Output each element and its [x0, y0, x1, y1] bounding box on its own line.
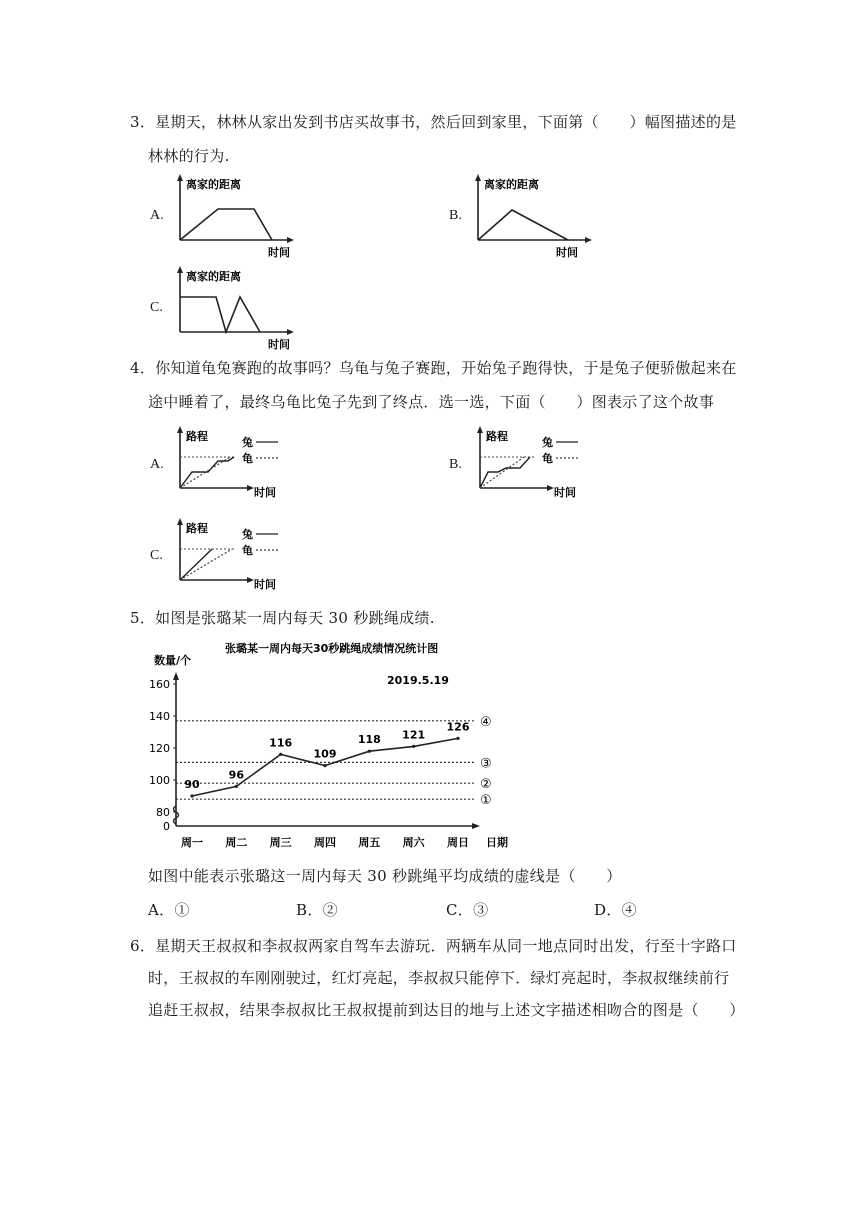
y-axis-label: 路程: [486, 430, 508, 443]
x-tick-label: 周一: [181, 836, 203, 849]
y-axis-label: 离家的距离: [186, 270, 241, 283]
x-tick-label: 周五: [358, 836, 381, 849]
x-tick-label: 周四: [314, 836, 336, 849]
q3-option-a-graph[interactable]: [170, 172, 300, 258]
x-arrow-icon: [585, 237, 592, 243]
q4-option-b-graph[interactable]: [472, 424, 584, 504]
data-label: 116: [269, 736, 293, 750]
x-arrow-icon: [247, 485, 254, 491]
y-tick-label: 160: [149, 678, 170, 691]
q5-choice-a[interactable]: [148, 900, 190, 920]
choice-value: ④: [621, 901, 637, 919]
q4-line2: 途中睡着了，最终乌龟比兔子先到了终点．选一选，下面（ ）图表示了这个故事: [148, 393, 715, 411]
legend-rabbit: 兔: [242, 436, 253, 449]
y-arrow-icon: [475, 174, 481, 181]
choice-label: D．: [594, 901, 622, 919]
data-point: [279, 753, 282, 756]
q5-question: 如图中能表示张璐这一周内每天 30 秒跳绳平均成绩的虚线是（ ）: [148, 867, 622, 885]
legend-turtle: 龟: [242, 544, 253, 557]
q6-line2: 时，王叔叔的车刚刚驶过，红灯亮起，李叔叔只能停下．绿灯亮起时，李叔叔继续前行: [148, 969, 730, 987]
q4-option-a-graph[interactable]: [172, 424, 284, 504]
choice-value: ①: [174, 901, 190, 919]
distance-line: [180, 209, 272, 240]
data-label: 118: [357, 733, 381, 747]
data-label: 90: [184, 778, 200, 791]
x-tick-label: 周二: [225, 836, 248, 849]
x-arrow-icon: [247, 577, 254, 583]
y-tick-label: 100: [149, 774, 170, 787]
y-arrow-icon: [477, 426, 483, 433]
x-arrow-icon: [547, 485, 554, 491]
reference-line-label: ③: [480, 756, 492, 772]
q3-option-b-label[interactable]: B.: [449, 208, 462, 223]
q6-number: 6．: [130, 937, 156, 955]
q5-line1: [130, 608, 435, 628]
x-axis-label: 时间: [268, 246, 290, 258]
choice-value: ③: [473, 901, 489, 919]
y-arrow-icon: [177, 426, 183, 433]
x-axis-label: 时间: [254, 578, 276, 591]
data-point: [368, 750, 371, 753]
data-label: 121: [402, 728, 426, 742]
x-tick-label: 周六: [402, 836, 425, 849]
data-label: 126: [446, 720, 470, 734]
chart-x-axis-label: 日期: [486, 836, 508, 849]
q6-stem: 星期天王叔叔和李叔叔两家自驾车去游玩．两辆车从同一地点同时出发，行至十字路口: [155, 937, 737, 955]
q4-line1: [130, 358, 737, 378]
x-axis-label: 时间: [556, 246, 578, 258]
x-arrow-icon: [287, 329, 294, 335]
legend-rabbit: 兔: [242, 528, 253, 541]
q4-option-b-label[interactable]: B.: [449, 457, 462, 472]
y-tick-label: 140: [149, 710, 170, 723]
q4-option-c-graph[interactable]: [172, 516, 284, 596]
x-axis-label: 时间: [268, 338, 290, 350]
data-point: [323, 764, 326, 767]
q3-option-c-graph[interactable]: [170, 264, 300, 350]
data-label: 109: [313, 747, 337, 761]
x-tick-label: 周日: [447, 836, 469, 849]
q5-choice-b[interactable]: [296, 900, 338, 920]
x-axis-label: 时间: [254, 486, 276, 499]
y-arrow-icon: [177, 174, 183, 181]
legend-rabbit: 兔: [542, 436, 553, 449]
y-tick-label: 0: [163, 820, 170, 833]
x-tick-label: 周三: [269, 836, 292, 849]
data-point: [412, 745, 415, 748]
chart-title: 张璐某一周内每天30秒跳绳成绩情况统计图: [225, 642, 439, 655]
choice-label: B．: [296, 901, 323, 919]
legend-turtle: 龟: [542, 452, 553, 465]
reference-line-label: ④: [480, 714, 492, 730]
y-axis-label: 离家的距离: [186, 178, 241, 191]
data-label: 96: [228, 768, 244, 782]
q3-line1: [130, 112, 737, 132]
y-axis-label: 路程: [186, 430, 208, 443]
q5-choice-c[interactable]: [446, 900, 488, 920]
distance-line: [478, 210, 568, 240]
data-point: [456, 737, 459, 740]
y-axis-label: 路程: [186, 522, 208, 535]
q3-option-c-label[interactable]: C.: [150, 300, 163, 315]
turtle-line: [180, 549, 232, 580]
q3-option-b-graph[interactable]: [468, 172, 598, 258]
q3-number: 3．: [130, 113, 156, 131]
q6-line3: 追赶王叔叔，结果李叔叔比王叔叔提前到达目的地与上述文字描述相吻合的图是（ ）: [148, 1001, 745, 1019]
turtle-line: [480, 457, 524, 488]
chart-x-arrow-icon: [472, 823, 480, 829]
x-axis-label: 时间: [554, 486, 576, 499]
y-arrow-icon: [177, 266, 183, 273]
rabbit-line: [180, 549, 212, 580]
q5-choice-d[interactable]: [594, 900, 637, 920]
chart-date: 2019.5.19: [387, 674, 449, 687]
x-arrow-icon: [287, 237, 294, 243]
legend-turtle: 龟: [242, 452, 253, 465]
y-axis-label: 离家的距离: [484, 178, 539, 191]
choice-label: C．: [446, 901, 474, 919]
q3-stem: 星期天，林林从家出发到书店买故事书，然后回到家里，下面第（ ）幅图描述的是: [155, 113, 737, 131]
q5-stem: 如图是张璐某一周内每天 30 秒跳绳成绩.: [155, 609, 435, 627]
q4-stem: 你知道龟兔赛跑的故事吗？乌龟与兔子赛跑，开始兔子跑得快，于是兔子便骄傲起来在: [155, 359, 737, 377]
data-point: [235, 785, 238, 788]
reference-line-label: ②: [480, 777, 492, 793]
reference-line-label: ①: [480, 793, 492, 809]
y-arrow-icon: [177, 518, 183, 525]
chart-y-axis-label: 数量/个: [154, 654, 192, 667]
q5-number: 5．: [130, 609, 156, 627]
q4-option-a-label[interactable]: A.: [150, 457, 164, 472]
q3-option-a-label[interactable]: A.: [150, 208, 164, 223]
q4-number: 4．: [130, 359, 156, 377]
y-tick-label: 80: [156, 806, 170, 819]
q3-line2: 林林的行为.: [148, 147, 230, 165]
q6-line1: [130, 936, 737, 956]
data-point: [190, 794, 193, 797]
chart-y-arrow-icon: [173, 672, 179, 680]
y-tick-label: 120: [149, 742, 170, 755]
choice-value: ②: [322, 901, 338, 919]
q4-option-c-label[interactable]: C.: [150, 548, 163, 563]
choice-label: A．: [148, 901, 175, 919]
distance-line: [180, 297, 260, 332]
q5-line-chart: [140, 636, 520, 858]
